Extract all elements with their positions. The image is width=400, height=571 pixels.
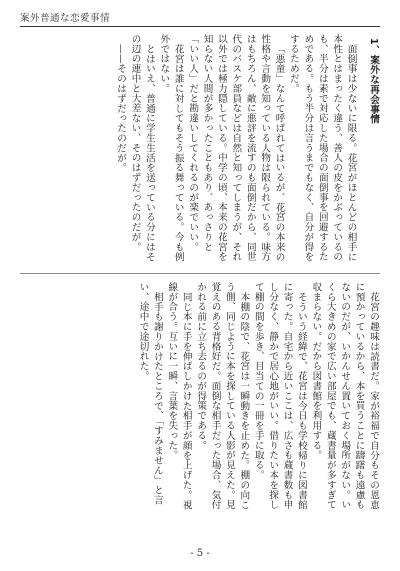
paragraph: 本棚の陰で、花宮は一瞬動きを止めた。棚の向こう側、同じように本を探している人影が見えた。見覚えのある背格好だ。面倒な相手だった場合、気付かれる前に立ち去るのが得策である。 — [195, 282, 250, 510]
paragraph: とはいえ、普通に学生生活を送っている分にはその辺の連中と大差ない、そのはずだったのだが。 — [129, 34, 155, 262]
paragraph: 「悪童」なんて呼ばれてはいるが、花宮の本来の性格や言動を知っている人物は限られている。味方はもちろん、敵に悪評を流すのも面倒だから、同世代のバスケ部員などは自然と知ってしまうが、それ以外では極力隠している。中学の頃、本来の花宮を知らない人間が多かったこともあり、あっさりと「いい人」だと勘違いしてくれるのが楽でいい。 — [187, 34, 285, 262]
paragraph: 相手も謝りかけたところで、「すみません」と言い、途中で途切れた。 — [137, 282, 163, 505]
paragraph: そういう経緯で、花宮は今日も学校帰りに図書館に寄った。自宅から近いここは、広さも蔵書数も申し分なく、静かで居心地がいい。借りたい本を探して棚の間を歩き、目当ての一冊を手に取る。 — [252, 282, 307, 510]
lower-text-column — [20, 282, 380, 512]
paragraph: 面倒事は少ないに限る。花宮がほとんどの相手に本性とはまったく違う、善人の皮をかぶっているのも、半分は素で対応した場合の面倒事を回避するためである。もう半分は言うまでもなく、自分が得をするためだ。 — [287, 34, 357, 262]
paragraph: ——そのはずだったのだが。 — [115, 43, 127, 173]
running-title: 案外普通な恋愛事情 — [20, 13, 111, 24]
upper-text-column — [20, 34, 380, 266]
page-number: - 5 - — [190, 548, 210, 559]
paragraph: 花宮は誰に対してもそう振る舞っている。今も例外ではない。 — [158, 34, 184, 262]
section-title: 1、案外な再会事情 — [368, 38, 379, 125]
column-divider — [20, 273, 380, 274]
header-rule — [20, 26, 380, 27]
paragraph: 花宮の趣味は読書だ。家が裕福で自分もその恩恵に預かっているから、本を買うことに躊躇も遠慮もないのだが、いかんせん置いておく場所がない。いくら大きめの家で広い部屋でも、蔵書量が多すぎて収まらない。だから図書館を利用する。 — [310, 282, 379, 510]
paragraph: 同じ本に手を伸ばしかけた相手が顔を上げた。視線が合う。互いに一瞬、言葉を失った。 — [166, 282, 192, 510]
